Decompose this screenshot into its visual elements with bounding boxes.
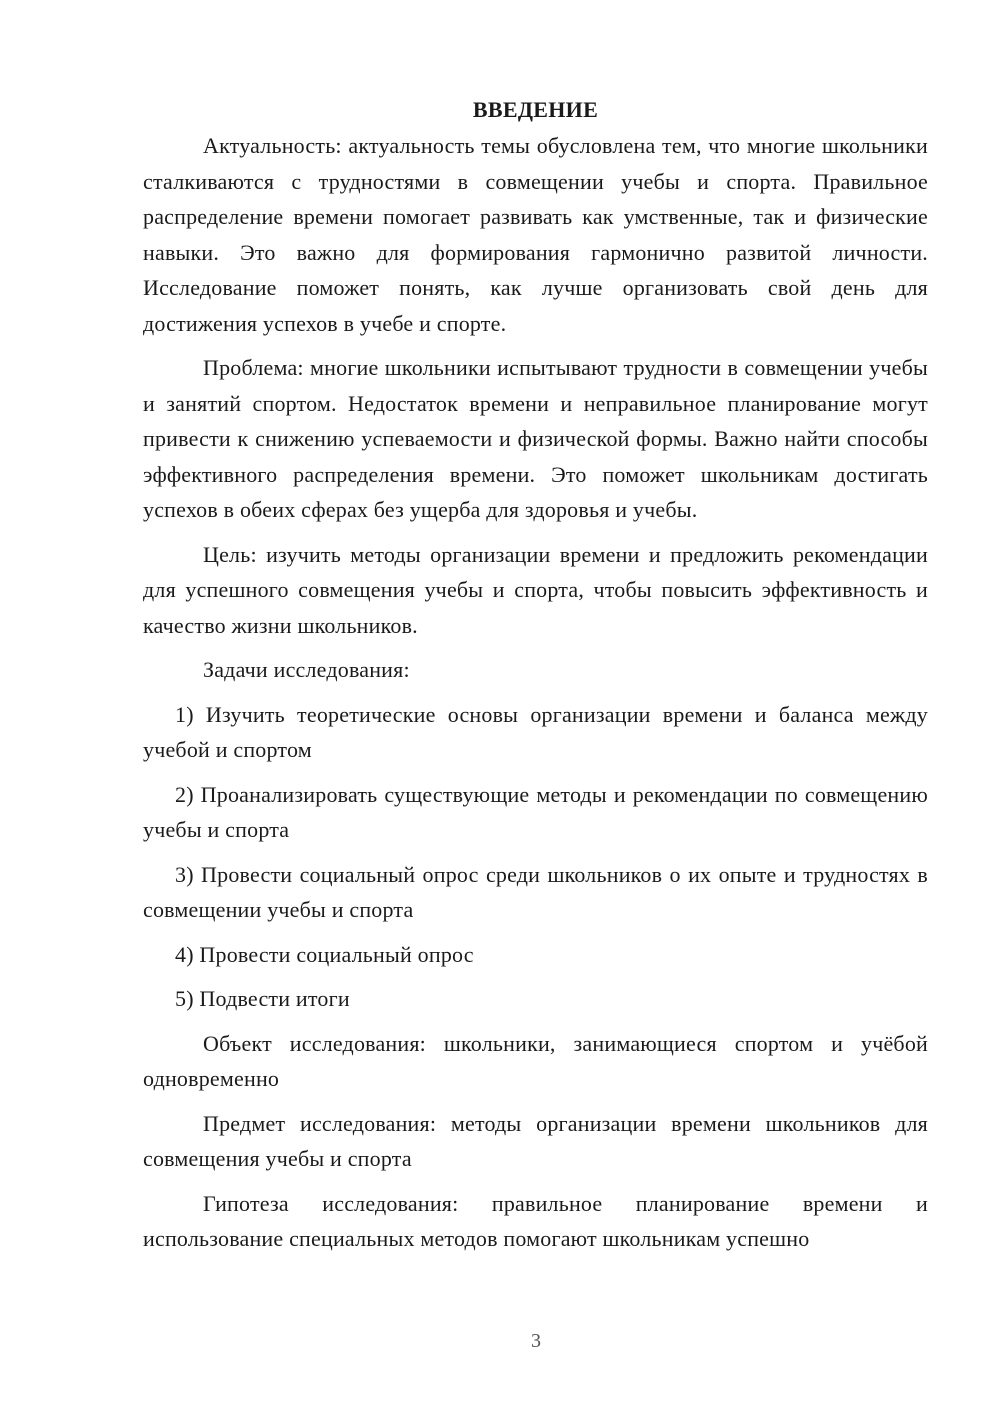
object-paragraph: Объект исследования: школьники, занимающиеся спортом и учёбой одновременно bbox=[143, 1030, 928, 1091]
subject-paragraph: Предмет исследования: методы организации времени школьников для совмещения учебы и спорта bbox=[143, 1110, 928, 1171]
page-title: ВВЕДЕНИЕ bbox=[472, 97, 599, 122]
task-item-5: 5) Подвести итоги bbox=[175, 986, 350, 1011]
tasks-heading: Задачи исследования: bbox=[203, 657, 410, 682]
task-item-4: 4) Провести социальный опрос bbox=[175, 941, 474, 967]
hypothesis-paragraph: Гипотеза исследования: правильное планирование времени и использование специальных методов помогают школьникам успешно bbox=[143, 1190, 928, 1251]
goal-paragraph: Цель: изучить методы организации времени и предложить рекомендации для успешного совмещения учебы и спорта, чтобы повысить эффективность и качество жизни школьников. bbox=[143, 541, 928, 638]
task-item-3: 3) Провести социальный опрос среди школьников о их опыте и трудностях в совмещении учебы и спорта bbox=[143, 861, 928, 922]
page-number: 3 bbox=[531, 1330, 541, 1352]
task-item-2: 2) Проанализировать существующие методы и рекомендации по совмещению учебы и спорта bbox=[143, 781, 928, 842]
document-page bbox=[143, 92, 928, 1266]
task-item-1: 1) Изучить теоретические основы организации времени и баланса между учебой и спортом bbox=[143, 701, 928, 762]
problem-paragraph: Проблема: многие школьники испытывают трудности в совмещении учебы и занятий спортом. Недостаток времени и неправильное планирование могут привести к снижению успеваемости и физической формы. Важно найти способы эффективного распределения времени. Это поможет школьникам достигать успехов в обеих сферах без ущерба для здоровья и учебы. bbox=[143, 355, 928, 522]
relevance-paragraph: Актуальность: актуальность темы обусловлена тем, что многие школьники сталкиваются с трудностями в совмещении учебы и спорта. Правильное распределение времени помогает развивать как умственные, так и физические навыки. Это важно для формирования гармонично развитой личности. Исследование поможет понять, как лучше организовать свой день для достижения успехов в учебе и спорте. bbox=[143, 133, 928, 336]
